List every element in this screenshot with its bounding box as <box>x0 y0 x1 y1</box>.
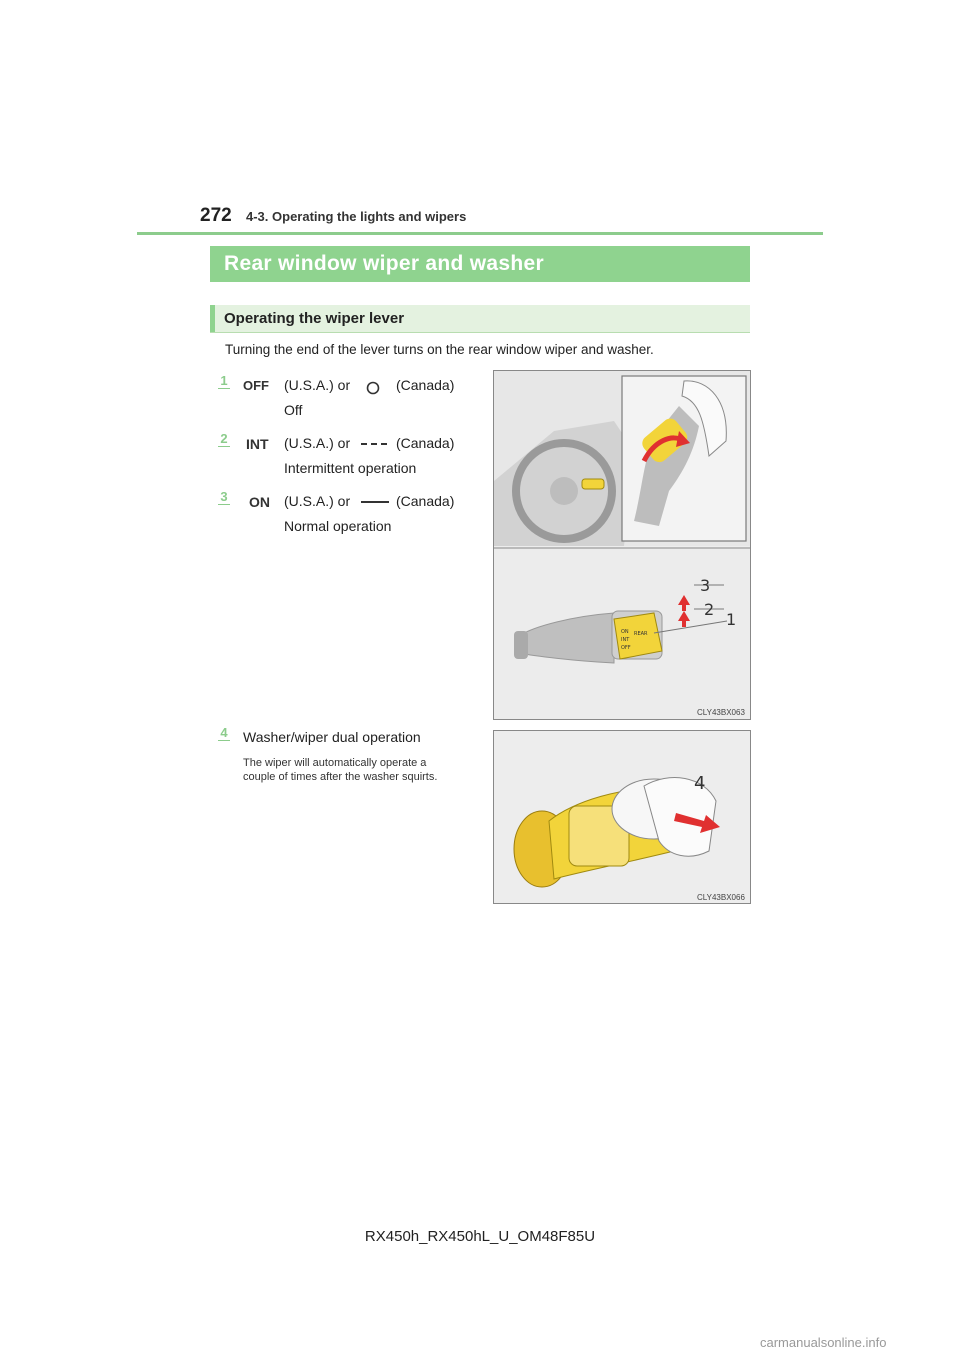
figure-wiper-lever-illustration <box>494 371 750 719</box>
callout-3: 3 <box>700 576 711 595</box>
item-number-2: 2 <box>218 431 230 447</box>
main-heading-text: Rear window wiper and washer <box>224 252 544 275</box>
main-heading <box>210 246 750 282</box>
item-2-canada: (Canada) <box>396 435 455 451</box>
section-title: 4-3. Operating the lights and wipers <box>246 209 467 224</box>
item-4-note <box>243 756 481 784</box>
item-3-usa: (U.S.A.) or <box>284 493 351 509</box>
figure-washer-operation <box>493 730 751 904</box>
figure-1-code: CLY43BX063 <box>697 708 745 717</box>
item-3-canada: (Canada) <box>396 493 455 509</box>
off-label: OFF <box>243 378 269 393</box>
int-label: INT <box>246 436 269 452</box>
item-1-canada: (Canada) <box>396 377 455 393</box>
item-number-4: 4 <box>218 725 230 741</box>
item-1-usa: (U.S.A.) or <box>284 377 351 393</box>
item-number-1: 1 <box>218 373 230 389</box>
item-4-desc: Washer/wiper dual operation <box>243 729 421 745</box>
sub-heading <box>210 305 750 333</box>
solid-on-icon <box>360 499 390 505</box>
lever-on-text: ON <box>621 629 629 635</box>
callout-4: 4 <box>694 773 706 794</box>
intro-text: Turning the end of the lever turns on the rear window wiper and washer. <box>225 342 654 357</box>
item-2-desc: Intermittent operation <box>284 460 417 476</box>
item-2-usa: (U.S.A.) or <box>284 435 351 451</box>
figure-2-code: CLY43BX066 <box>697 893 745 902</box>
item-3-desc: Normal operation <box>284 518 392 534</box>
item-4-note-line-2: couple of times after the washer squirts. <box>243 771 438 783</box>
lever-int-text: INT <box>621 637 630 643</box>
callout-2: 2 <box>704 600 715 619</box>
header-divider <box>137 232 823 235</box>
lever-off-text: OFF <box>621 645 631 651</box>
page-number: 272 <box>200 205 232 226</box>
figure-wiper-lever <box>493 370 751 720</box>
on-label: ON <box>249 494 270 510</box>
footer-document-code: RX450h_RX450hL_U_OM48F85U <box>364 1228 596 1245</box>
item-number-3: 3 <box>218 489 230 505</box>
item-4-note-line-1: The wiper will automatically operate a <box>243 757 427 769</box>
item-1-desc: Off <box>284 402 303 418</box>
dashed-int-icon <box>360 440 390 448</box>
callout-1: 1 <box>726 610 737 629</box>
circle-off-icon <box>365 380 381 396</box>
sub-heading-text: Operating the wiper lever <box>224 310 405 327</box>
lever-rear-text: REAR <box>634 631 648 637</box>
figure-washer-illustration <box>494 731 750 903</box>
watermark: carmanualsonline.info <box>760 1335 887 1350</box>
